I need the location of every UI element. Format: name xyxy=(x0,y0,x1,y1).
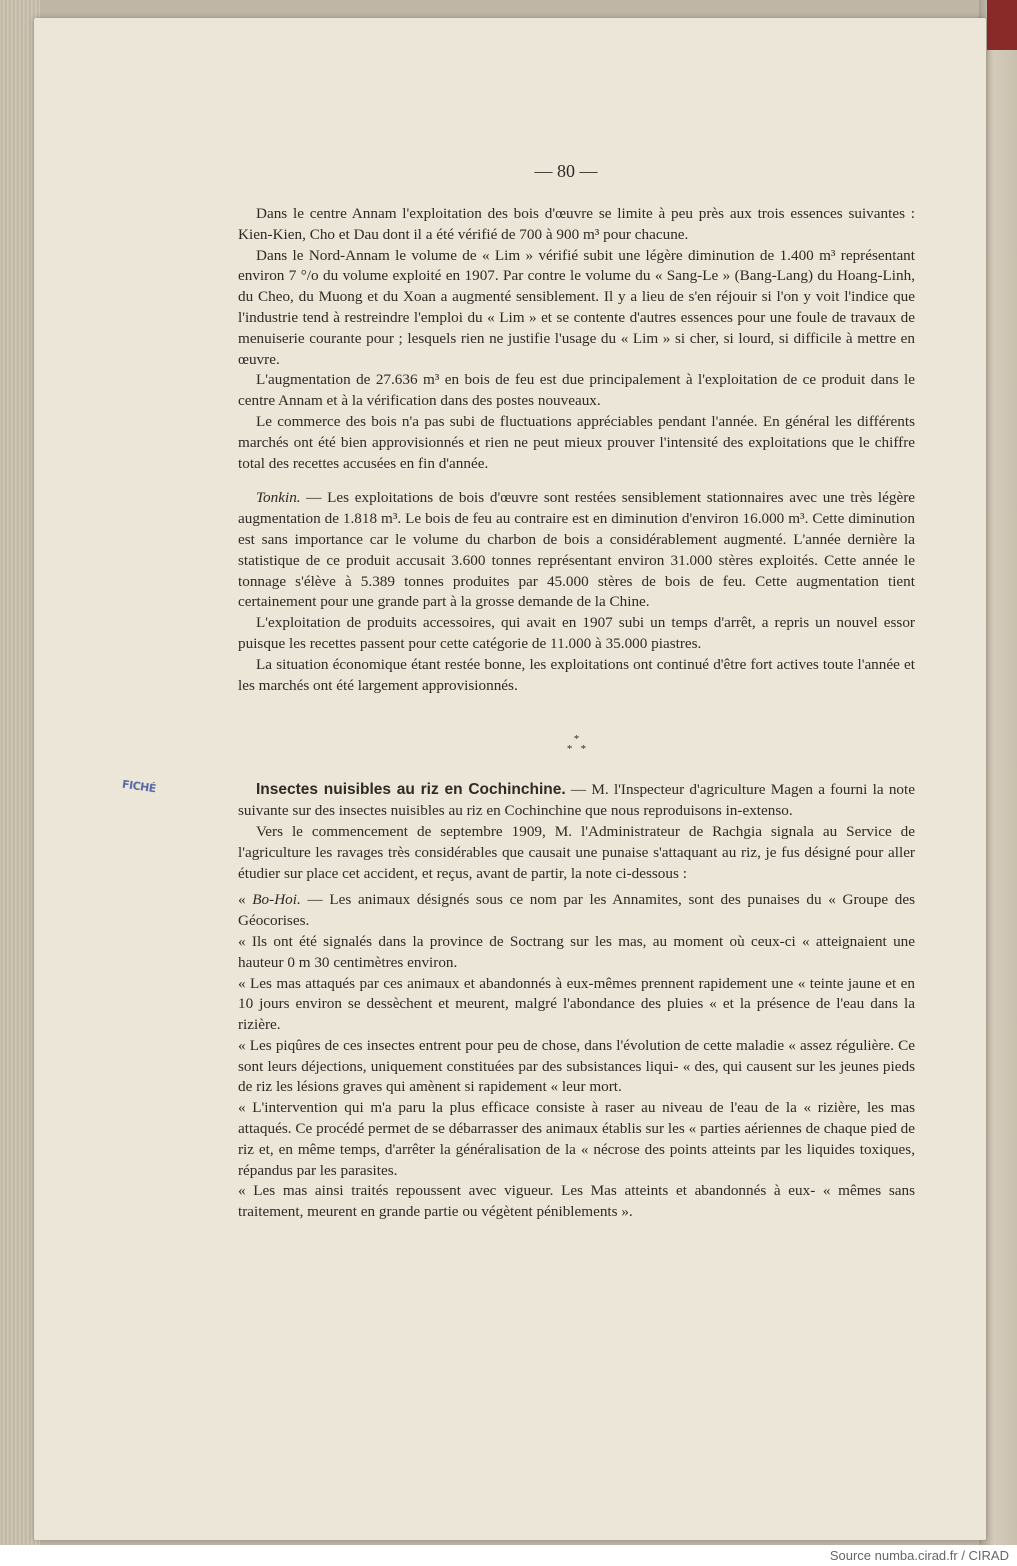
quoted-note xyxy=(238,890,915,1223)
tonkin-paragraph: Tonkin. — Les exploitations de bois d'œuvre sont restées sensiblement stationnaires avec une très légère augmentation de 1.818 m³. Le bois de feu au contraire est en diminution d'environ 16.000 m³. Cette diminution est sans importance car le volume du charbon de bois a considérablement augmenté. L'année dernière la statistique de ce produit accusait 3.600 tonnes représentant environ 31.000 stères exploités. Cette année le tonnage s'élève à 5.389 tonnes produites par 45.000 stères de bois de feu. Cette augmentation tient certainement pour une grande part à la grosse demande de la Chine. xyxy=(238,489,915,611)
red-binding-corner xyxy=(987,0,1017,50)
paragraph: L'augmentation de 27.636 m³ en bois de feu est due principalement à l'exploitation de ce produit dans le centre Annam et à la vérification dans des postes nouveaux. xyxy=(238,371,915,410)
paragraph: La situation économique étant restée bonne, les exploitations ont continué d'être fort actives toute l'année et les marchés ont été largement approvisionnés. xyxy=(238,655,915,694)
quote-paragraph: « L'intervention qui m'a paru la plus efficace consiste à raser au niveau de l'eau de la « rizière, les mas attaqués. Ce procédé permet de se débarrasser des animaux établis sur les « parties aériennes de chaque pied de riz et, en même temps, d'arrêter la généralisation de la « nécrose des points atteints par les liquides toxiques, répandus par les parasites. xyxy=(238,1099,915,1179)
paragraph: Dans le centre Annam l'exploitation des bois d'œuvre se limite à peu près aux trois essences suivantes : Kien-Kien, Cho et Dau dont il a été vérifié de 700 à 900 m³ pour chacune. xyxy=(238,205,915,243)
page-number: — 80 — xyxy=(534,161,598,181)
paragraph: Le commerce des bois n'a pas subi de fluctuations appréciables pendant l'année. En général les différents marchés ont été bien approvisionnés et rien ne peut mieux prouver l'intensité des exploitations que le chiffre total des recettes accusées en fin d'année. xyxy=(238,412,915,472)
quote-paragraph: « Les mas attaqués par ces animaux et abandonnés à eux-mêmes prennent rapidement une « teinte jaune et en 10 jours environ se dessèchent et meurent, malgré l'abondance des pluies « et la présence de l'eau dans la rizière. xyxy=(238,974,915,1034)
document-body xyxy=(238,160,915,1223)
paragraph: Dans le Nord-Annam le volume de « Lim » vérifié subit une légère diminution de 1.400 m³ représentant environ 7 °/o du volume exploité en 1907. Par contre le volume du « Sang-Le » (Bang-Lang) du Hoang-Linh, du Cheo, du Muong et du Xoan a augmenté sensiblement. Il y a lieu de s'en réjouir si l'on y voit l'indice que l'industrie tend à restreindre l'emploi du « Lim » et se contente d'autres essences pour une foule de travaux de menuiserie courante pour ; lesquels rien ne justifie l'usage du « Lim » si cher, si lourd, si difficile à mettre en œuvre. xyxy=(238,246,915,368)
section-separator: * * * xyxy=(566,733,587,756)
paragraph: L'exploitation de produits accessoires, qui avait en 1907 subi un temps d'arrêt, a repris un nouvel essor puisque les recettes passent pour cette catégorie de 11.000 à 35.000 piastres. xyxy=(238,614,915,652)
quote-paragraph: « Les piqûres de ces insectes entrent pour peu de chose, dans l'évolution de cette maladie « assez régulière. Ce sont leurs déjections, uniquement constituées par des subsistances liqui- « des, qui causent sur les jeunes pieds de riz les lésions graves qui amènent si rapidement « leur mort. xyxy=(238,1036,915,1096)
section-heading: Insectes nuisibles au riz en Cochinchine. xyxy=(256,781,566,799)
quote-paragraph: « Les mas ainsi traités repoussent avec vigueur. Les Mas atteints et abandonnés à eux- « mêmes sans traitement, meurent en grande partie ou végètent péniblements ». xyxy=(238,1182,915,1221)
insectes-paragraph: Insectes nuisibles au riz en Cochinchine. — M. l'Inspecteur d'agriculture Magen a fourni la note suivante sur des insectes nuisibles au riz en Cochinchine que nous reproduisons in-extenso. xyxy=(238,781,915,820)
fiche-stamp: FICHÉ xyxy=(121,777,157,796)
bohoi-label: Bo-Hoi. xyxy=(252,891,301,909)
paragraph: Vers le commencement de septembre 1909, M. l'Administrateur de Rachgia signala au Service de l'agriculture les ravages très considérables que causait une punaise s'attaquant au riz, je fus désigné pour aller étudier sur place cet accident, et reçus, avant de partir, la note ci-dessous : xyxy=(238,822,915,882)
quote-paragraph: « Bo-Hoi. — Les animaux désignés sous ce nom par les Annamites, sont des punaises du « Groupe des Géocorises. xyxy=(238,891,916,930)
quote-paragraph: « Ils ont été signalés dans la province de Soctrang sur les mas, au moment où ceux-ci « atteignaient une hauteur 0 m 30 centimètres environ. xyxy=(238,932,915,971)
tonkin-label: Tonkin. xyxy=(256,489,301,507)
source-caption: Source numba.cirad.fr / CIRAD xyxy=(829,1548,1009,1563)
